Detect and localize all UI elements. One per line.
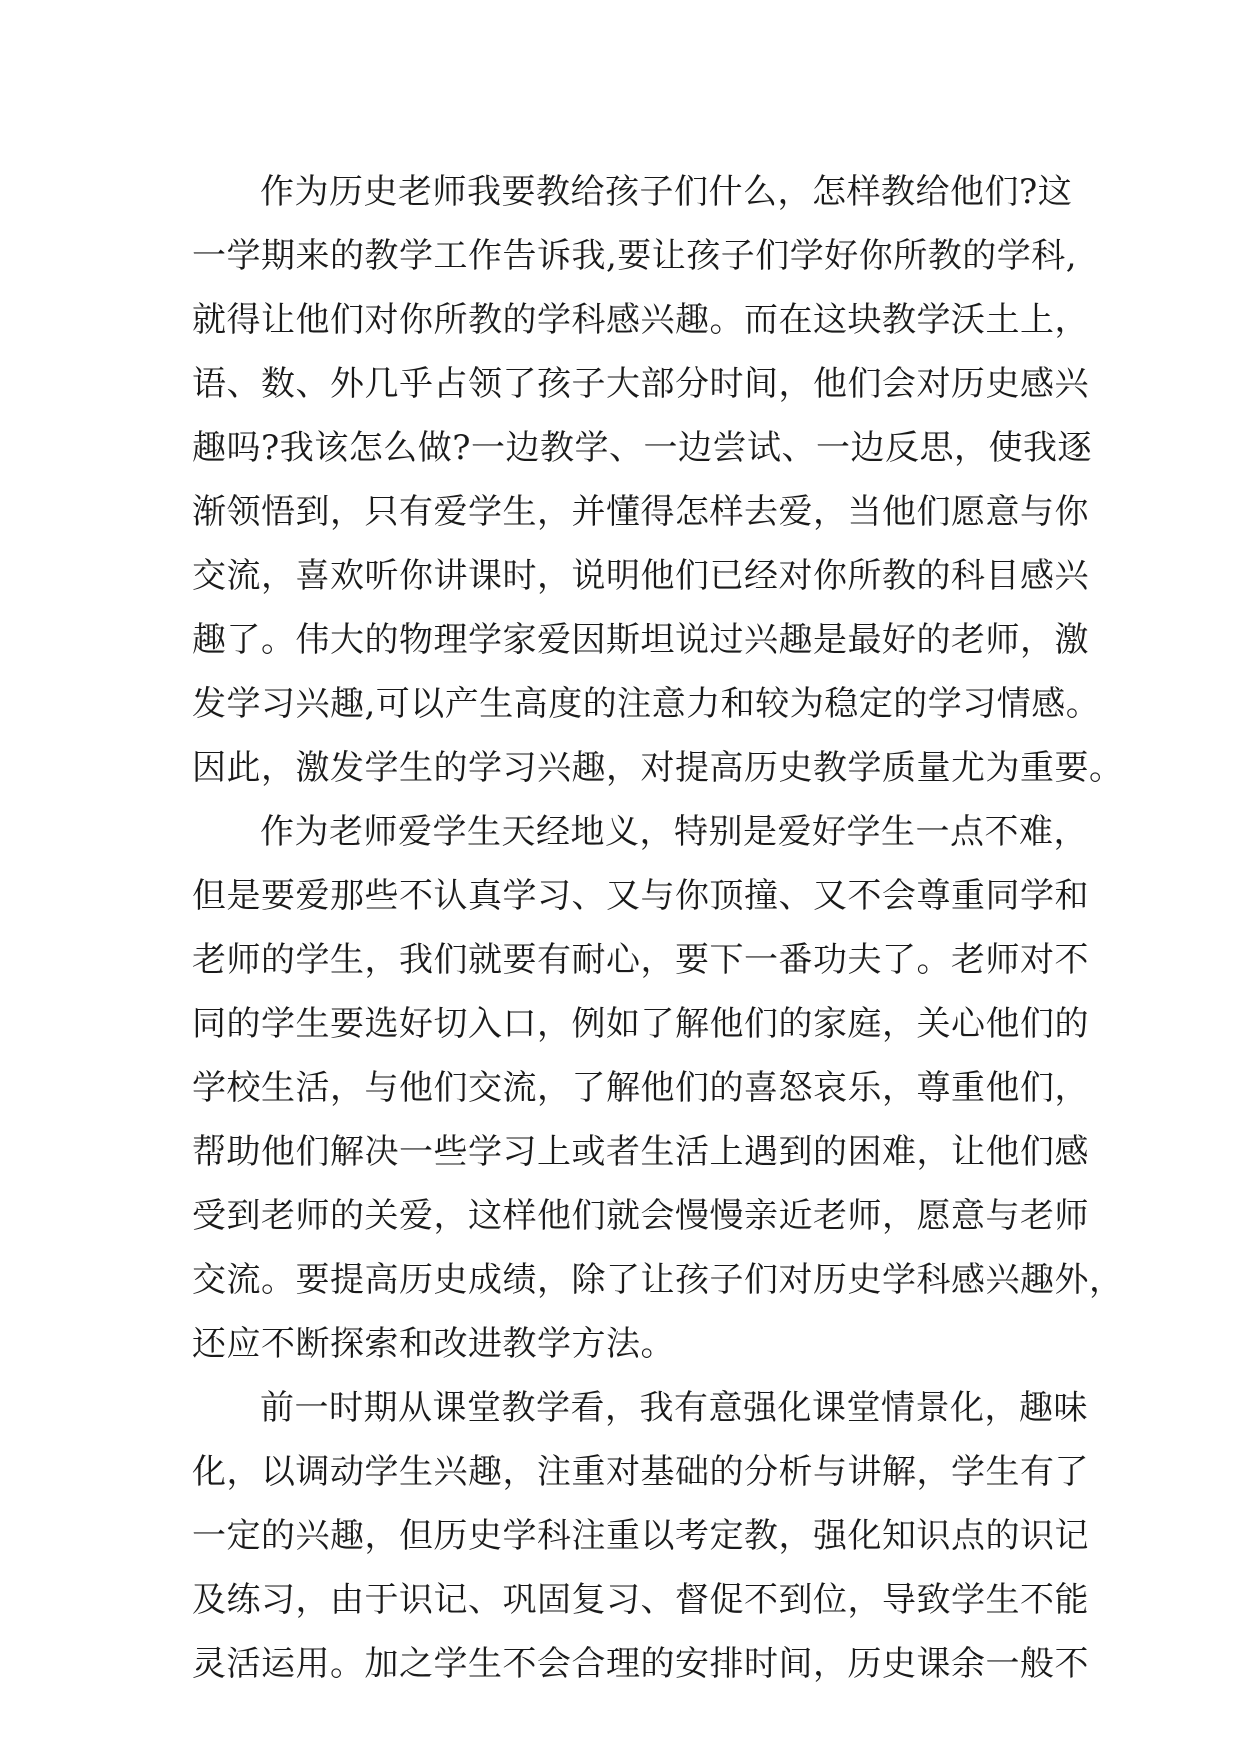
body-text: [192, 160, 1124, 1696]
paragraph-3-line-5: 灵活运用。加之学生不会合理的安排时间，历史课余一般不: [192, 1644, 1089, 1684]
paragraph-1-line-4: 语、数、外几乎占领了孩子大部分时间，他们会对历史感兴: [192, 364, 1089, 404]
paragraph-3-line-4: 及练习，由于识记、巩固复习、督促不到位，导致学生不能: [192, 1580, 1089, 1620]
paragraph-3-line-3: 一定的兴趣，但历史学科注重以考定教，强化知识点的识记: [192, 1516, 1089, 1556]
paragraph-1-line-3: 就得让他们对你所教的学科感兴趣。而在这块教学沃土上，: [192, 300, 1089, 340]
paragraph-3-line-2: 化，以调动学生兴趣，注重对基础的分析与讲解，学生有了: [192, 1452, 1089, 1492]
paragraph-2-line-3: 老师的学生，我们就要有耐心，要下一番功夫了。老师对不: [192, 940, 1089, 980]
paragraph-1-line-8: 趣了。伟大的物理学家爱因斯坦说过兴趣是最好的老师，激: [192, 620, 1089, 660]
paragraph-2-line-8: 交流。要提高历史成绩，除了让孩子们对历史学科感兴趣外，: [192, 1260, 1124, 1300]
paragraph-2-line-1: 作为老师爱学生天经地义，特别是爱好学生一点不难，: [260, 812, 1088, 852]
paragraph-2-line-6: 帮助他们解决一些学习上或者生活上遇到的困难，让他们感: [192, 1132, 1089, 1172]
paragraph-1-line-7: 交流，喜欢听你讲课时，说明他们已经对你所教的科目感兴: [192, 556, 1089, 596]
paragraph-2-line-5: 学校生活，与他们交流，了解他们的喜怒哀乐，尊重他们，: [192, 1068, 1089, 1108]
paragraph-1-line-9: 发学习兴趣,可以产生高度的注意力和较为稳定的学习情感。: [192, 684, 1101, 724]
paragraph-1-line-5: 趣吗?我该怎么做?一边教学、一边尝试、一边反思，使我逐: [192, 428, 1092, 468]
paragraph-1-line-1: 作为历史老师我要教给孩子们什么，怎样教给他们?这: [260, 172, 1073, 212]
paragraph-2-line-4: 同的学生要选好切入口，例如了解他们的家庭，关心他们的: [192, 1004, 1089, 1044]
paragraph-1-line-10: 因此，激发学生的学习兴趣，对提高历史教学质量尤为重要。: [192, 748, 1124, 788]
paragraph-2-line-2: 但是要爱那些不认真学习、又与你顶撞、又不会尊重同学和: [192, 876, 1089, 916]
paragraph-2-line-7: 受到老师的关爱，这样他们就会慢慢亲近老师，愿意与老师: [192, 1196, 1089, 1236]
paragraph-2-line-9: 还应不断探索和改进教学方法。: [192, 1324, 675, 1364]
paragraph-3-line-1: 前一时期从课堂教学看，我有意强化课堂情景化，趣味: [260, 1388, 1088, 1428]
paragraph-1-line-6: 渐领悟到，只有爱学生，并懂得怎样去爱，当他们愿意与你: [192, 492, 1089, 532]
paragraph-1-line-2: 一学期来的教学工作告诉我,要让孩子们学好你所教的学科,: [192, 236, 1078, 276]
